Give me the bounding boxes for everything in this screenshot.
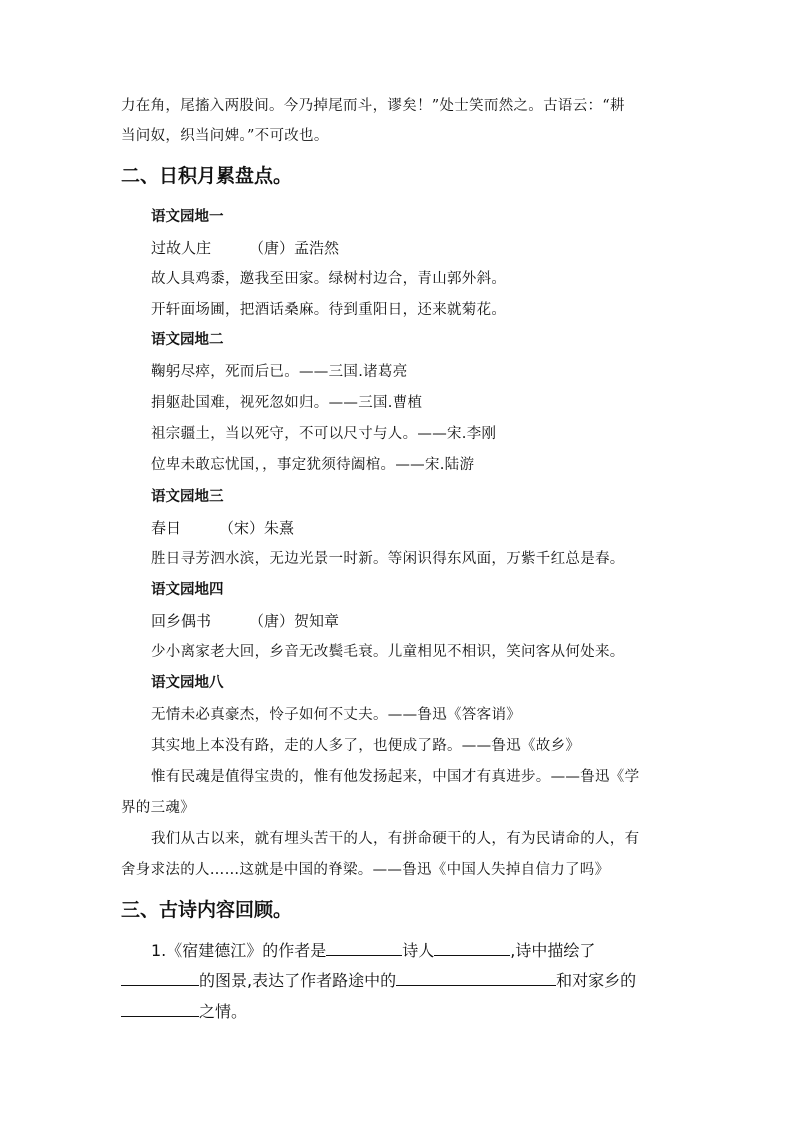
question-line bbox=[121, 1001, 247, 1023]
section-heading: 三、古诗内容回顾。 bbox=[121, 899, 293, 921]
group-label: 语文园地八 bbox=[151, 675, 224, 691]
answer-blank[interactable] bbox=[121, 970, 199, 986]
answer-blank[interactable] bbox=[121, 1001, 199, 1017]
poem-author: （宋）朱熹 bbox=[219, 519, 295, 537]
text-line: 界的三魂》 bbox=[121, 800, 195, 816]
text-line: 惟有民魂是值得宝贵的，惟有他发扬起来，中国才有真进步。——鲁迅《学 bbox=[151, 769, 640, 785]
text-line: 祖宗疆土，当以死守，不可以尺寸与人。——宋.李刚 bbox=[151, 426, 497, 442]
poem-title bbox=[151, 238, 339, 258]
question-text: 诗人 bbox=[402, 941, 435, 960]
group-label: 语文园地三 bbox=[151, 489, 224, 505]
text-line: 其实地上本没有路，走的人多了，也便成了路。——鲁迅《故乡》 bbox=[151, 738, 581, 754]
question-line bbox=[121, 970, 636, 992]
answer-blank[interactable] bbox=[396, 970, 556, 986]
poem-title bbox=[151, 518, 294, 538]
poem-name: 回乡偶书 bbox=[151, 612, 212, 630]
text-line: 开轩面场圃，把酒话桑麻。待到重阳日，还来就菊花。 bbox=[151, 302, 507, 318]
question-line bbox=[151, 940, 595, 962]
text-line: 位卑未敢忘忧国，，事定犹须待阖棺。——宋.陆游 bbox=[151, 457, 475, 473]
question-text: ,诗中描绘了 bbox=[510, 941, 596, 960]
group-label: 语文园地四 bbox=[151, 582, 224, 598]
question-text: 和对家乡的 bbox=[556, 971, 637, 990]
text-line: 无情未必真豪杰，怜子如何不丈夫。——鲁迅《答客诮》 bbox=[151, 707, 521, 723]
text-line: 捐躯赴国难，视死忽如归。——三国.曹植 bbox=[151, 395, 423, 411]
poem-author: （唐）孟浩然 bbox=[249, 239, 340, 257]
group-label: 语文园地一 bbox=[151, 209, 224, 225]
poem-name: 春日 bbox=[151, 519, 182, 537]
text-line: 力在角，尾搐入两股间。今乃掉尾而斗，谬矣！”处士笑而然之。古语云：“耕 bbox=[121, 98, 625, 114]
text-line: 舍身求法的人……这就是中国的脊梁。——鲁迅《中国人失掉自信力了吗》 bbox=[121, 862, 610, 878]
poem-author: （唐）贺知章 bbox=[249, 612, 340, 630]
text-line: 当问奴，织当问婢。”不可改也。 bbox=[121, 128, 329, 144]
answer-blank[interactable] bbox=[326, 940, 402, 956]
question-text: 1.《宿建德江》的作者是 bbox=[151, 941, 327, 960]
text-line: 胜日寻芳泗水滨，无边光景一时新。等闲识得东风面，万紫千红总是春。 bbox=[151, 551, 625, 567]
text-line: 我们从古以来，就有埋头苦干的人，有拼命硬干的人，有为民请命的人，有 bbox=[151, 831, 640, 847]
question-text: 之情。 bbox=[199, 1002, 248, 1021]
poem-title bbox=[151, 611, 339, 631]
poem-name: 过故人庄 bbox=[151, 239, 212, 257]
text-line: 少小离家老大回，乡音无改鬓毛衰。儿童相见不相识，笑问客从何处来。 bbox=[151, 644, 625, 660]
group-label: 语文园地二 bbox=[151, 332, 224, 348]
question-text: 的图景,表达了作者路途中的 bbox=[199, 971, 397, 990]
answer-blank[interactable] bbox=[434, 940, 510, 956]
section-heading: 二、日积月累盘点。 bbox=[121, 165, 293, 187]
text-line: 鞠躬尽瘁，死而后已。——三国.诸葛亮 bbox=[151, 364, 408, 380]
text-line: 故人具鸡黍，邀我至田家。绿树村边合，青山郭外斜。 bbox=[151, 271, 507, 287]
